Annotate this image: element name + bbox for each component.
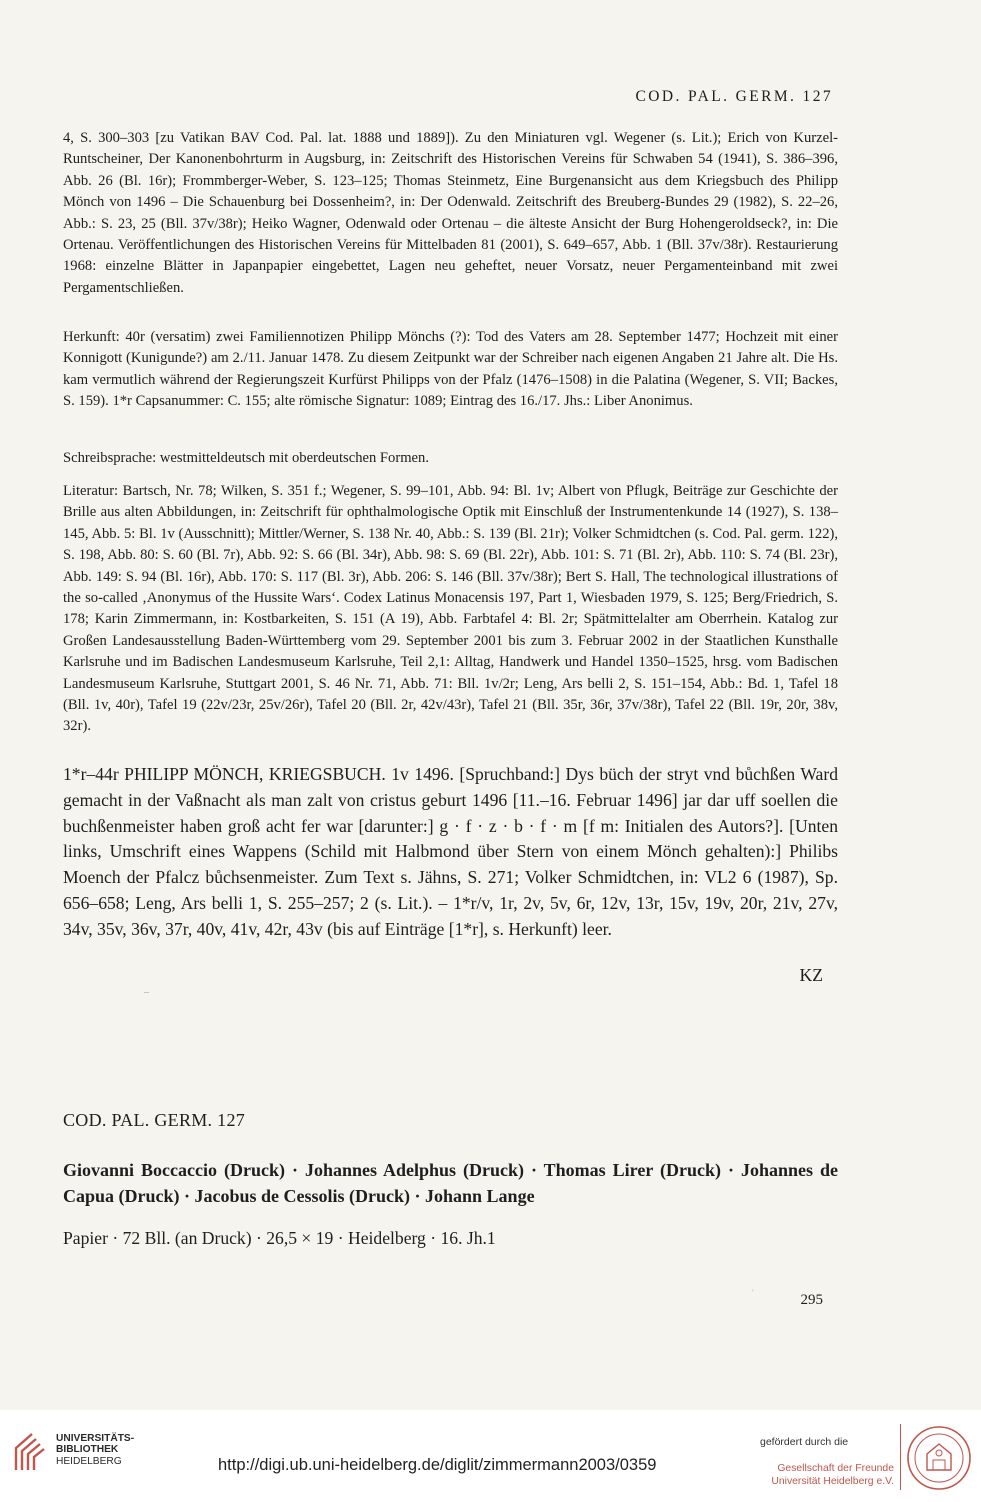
permalink-url[interactable]: http://digi.ub.uni-heidelberg.de/diglit/zimmermann2003/0359	[218, 1456, 657, 1474]
author-list: Giovanni Boccaccio (Druck) · Johannes Adelphus (Druck) · Thomas Lirer (Druck) · Johannes de Capua (Druck) · Jacobus de Cessolis (Druck) · Johann Lange	[63, 1160, 838, 1206]
library-name-line3: HEIDELBERG	[56, 1455, 122, 1467]
scan-speck: '	[752, 1288, 754, 1298]
herkunft-paragraph	[63, 327, 838, 413]
literatur-text: Literatur: Bartsch, Nr. 78; Wilken, S. 351 f.; Wegener, S. 99–101, Abb. 94: Bl. 1v; Albert von Pflugk, Beiträge zur Geschichte der Brille aus alten Abbildungen, in: Zeitschrift für ophthalmologische Optik mit Einschluß der Instrumentenkunde 14 (1927), S. 138–145, Abb. 5: Bl. 1v (Ausschnitt); Mittler/Werner, S. 138 Nr. 40, Abb.: S. 139 (Bl. 21r); Volker Schmidtchen (s. Cod. Pal. germ. 122), S. 198, Abb. 80: S. 60 (Bl. 7r), Abb. 92: S. 66 (Bl. 34r), Abb. 98: S. 69 (Bl. 22r), Abb. 101: S. 71 (Bl. 2r), Abb. 110: S. 74 (Bl. 23r), Abb. 149: S. 94 (Bl. 16r), Abb. 170: S. 117 (Bl. 3r), Abb. 206: S. 146 (Bll. 37v/38r); Bert S. Hall, The technological illustrations of the so-called ‚Anonymus of the Hussite Wars‘. Codex Latinus Monacensis 197, Part 1, Wiesbaden 1979, S. 125; Berg/Friedrich, S. 178; Karin Zimmermann, in: Kostbarkeiten, S. 151 (A 19), Abb. Farbtafel 4: Bl. 2r; Spätmittelalter am Oberrhein. Katalog zur Großen Landesausstellung Baden-Württemberg vom 29. September 2001 bis zum 3. Februar 2002 in der Staatlichen Kunsthalle Karlsruhe und im Badischen Landesmuseum Karlsruhe, Teil 2,1: Alltag, Handwerk und Handel 1350–1525, hrsg. vom Badischen Landesmuseum Karlsruhe, Stuttgart 2001, S. 46 Nr. 71, Abb. 71: Bll. 1v/2r; Leng, Ars belli 2, S. 151–154, Abb.: Bd. 1, Tafel 18 (Bll. 1v, 40r), Tafel 19 (22v/23r, 25v/26r), Tafel 20 (Bll. 2r, 42v/43r), Tafel 21 (Bll. 35r, 36r, 37v/38r), Tafel 22 (Bll. 19r, 20r, 38v, 32r).	[63, 483, 838, 735]
schreibsprache-text: Schreibsprache: westmitteldeutsch mit oberdeutschen Formen.	[63, 450, 429, 466]
sponsor-name-line1: Gesellschaft der Freunde	[777, 1463, 894, 1474]
running-head: COD. PAL. GERM. 127	[635, 88, 833, 105]
author-signature: KZ	[799, 965, 823, 985]
new-entry-heading: COD. PAL. GERM. 127	[63, 1110, 246, 1130]
physical-description: Papier · 72 Bll. (an Druck) · 26,5 × 19 · Heidelberg · 16. Jh.1	[63, 1228, 496, 1248]
footer-divider	[900, 1424, 901, 1490]
main-entry-paragraph	[63, 762, 838, 943]
viewer-footer	[0, 1410, 981, 1502]
page-number: 295	[800, 1292, 823, 1308]
library-name-line1: UNIVERSITÄTS-	[56, 1433, 135, 1444]
library-name	[56, 1433, 134, 1467]
sponsor-name	[771, 1462, 894, 1488]
sources-paragraph	[63, 128, 838, 299]
library-logo-icon	[12, 1430, 48, 1474]
literatur-paragraph	[63, 481, 838, 738]
library-name-line2: BIBLIOTHEK	[56, 1444, 119, 1456]
funded-by-label: gefördert durch die	[760, 1436, 849, 1448]
schreibsprache-paragraph	[63, 448, 838, 469]
sponsor-name-line2: Universität Heidelberg e.V.	[771, 1476, 894, 1487]
main-entry-text: 1*r–44r PHILIPP MÖNCH, KRIEGSBUCH. 1v 1496. [Spruchband:] Dys büch der stryt vnd bůchßen Ward gemacht in der Vaßnacht als man zalt von cristus geburt 1496 [11.–16. Februar 1496] jar dar uff soellen die buchßenmeister haben groß acht fer war [darunter:] g · f · z · b · f · m [f m: Initialen des Autors?]. [Unten links, Umschrift eines Wappens (Schild mit Halbmond über Stern von einem Mönch gehalten):] Philibs Moench der Pfalcz bůchsenmeister. Zum Text s. Jähns, S. 271; Volker Schmidtchen, in: VL2 6 (1987), Sp. 656–658; Leng, Ars belli 1, S. 255–257; 2 (s. Lit.). – 1*r/v, 1r, 2v, 5v, 6r, 12v, 13r, 15v, 19v, 20r, 21v, 27v, 34v, 35v, 36v, 37r, 40v, 41v, 42r, 43v (bis auf Einträge [1*r], s. Herkunft) leer.	[63, 764, 838, 939]
herkunft-text: Herkunft: 40r (versatim) zwei Familiennotizen Philipp Mönchs (?): Tod des Vaters am 28. September 1477; Hochzeit mit einer Konnigott (Kunigunde?) am 2./11. Januar 1478. Zu diesem Zeitpunkt war der Schreiber nach eigenen Angaben 21 Jahre alt. Die Hs. kam vermutlich während der Regierungszeit Kurfürst Philipps von der Pfalz (1476–1508) in die Palatina (Wegener, S. VII; Backes, S. 159). 1*r Capsanummer: C. 155; alte römische Signatur: 1089; Eintrag des 16./17. Jhs.: Liber Anonimus.	[63, 329, 838, 410]
scan-dash-mark: –	[144, 987, 149, 998]
university-seal-icon	[905, 1424, 973, 1492]
sources-text: 4, S. 300–303 [zu Vatikan BAV Cod. Pal. lat. 1888 und 1889]). Zu den Miniaturen vgl. Wegener (s. Lit.); Erich von Kurzel-Runtscheiner, Der Kanonenbohrturm in Augsburg, in: Zeitschrift des Historischen Vereins für Schwaben 54 (1941), S. 386–396, Abb. 26 (Bl. 16r); Frommberger-Weber, S. 123–125; Thomas Steinmetz, Eine Burgenansicht aus dem Kriegsbuch des Philipp Mönch von 1496 – Die Schauenburg bei Dossenheim?, in: Der Odenwald. Zeitschrift des Breuberg-Bundes 29 (1982), S. 22–26, Abb.: S. 23, 25 (Bll. 37v/38r); Heiko Wagner, Odenwald oder Ortenau – die älteste Ansicht der Burg Hohengeroldseck?, in: Die Ortenau. Veröffentlichungen des Historischen Vereins für Mittelbaden 81 (2001), S. 649–657, Abb. 1 (Bll. 37v/38r). Restaurierung 1968: einzelne Blätter in Japanpapier eingebettet, Lagen neu geheftet, neuer Vorsatz, neuer Pergamenteinband mit zwei Pergamentschließen.	[63, 130, 838, 296]
